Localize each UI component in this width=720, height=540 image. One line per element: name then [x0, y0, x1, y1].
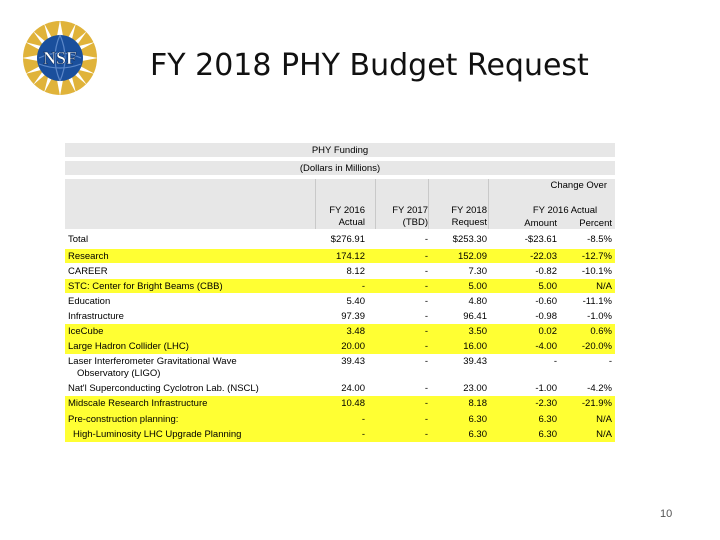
col-fy2017: FY 2017 [392, 205, 428, 216]
cell-fy2017: - [424, 234, 428, 245]
cell-fy2018: 3.50 [468, 326, 487, 337]
nsf-logo [22, 20, 98, 96]
cell-amount: -0.82 [535, 266, 557, 277]
cell-fy2018: 39.43 [463, 356, 487, 367]
cell-amount: -1.00 [535, 383, 557, 394]
col-fy2018: FY 2018 [451, 205, 487, 216]
cell-fy2016: 174.12 [335, 251, 365, 262]
cell-fy2017: - [424, 326, 428, 337]
cell-fy2018: 96.41 [463, 311, 487, 322]
cell-fy2018: 23.00 [463, 383, 487, 394]
cell-fy2018: $253.30 [452, 234, 487, 245]
row-label: Midscale Research Infrastructure [68, 398, 208, 409]
cell-fy2017: - [424, 296, 428, 307]
cell-fy2016: $276.91 [330, 234, 365, 245]
cell-fy2018: 16.00 [463, 341, 487, 352]
cell-percent: N/A [596, 429, 612, 440]
cell-percent: - [608, 356, 612, 367]
page-number: 10 [660, 508, 673, 520]
cell-fy2016: 24.00 [341, 383, 365, 394]
col-percent: Percent [579, 218, 612, 229]
cell-fy2016: - [361, 281, 365, 292]
cell-fy2017: - [424, 251, 428, 262]
cell-fy2017: - [424, 398, 428, 409]
cell-amount: -0.60 [535, 296, 557, 307]
col-fy2016: FY 2016 [329, 205, 365, 216]
row-label: Pre-construction planning: [68, 414, 179, 425]
cell-percent: N/A [596, 281, 612, 292]
row-label-continued: Observatory (LIGO) [77, 368, 161, 379]
cell-amount: -0.98 [535, 311, 557, 322]
col-fy2016-actual-group: FY 2016 Actual [532, 205, 598, 216]
cell-percent: -20.0% [581, 341, 612, 352]
cell-fy2016: 97.39 [341, 311, 365, 322]
row-label: Research [68, 251, 109, 262]
row-label: IceCube [68, 326, 104, 337]
cell-fy2017: - [424, 429, 428, 440]
cell-fy2016: 8.12 [346, 266, 365, 277]
row-label: Infrastructure [68, 311, 124, 322]
col-fy2017-sub: (TBD) [402, 217, 428, 228]
cell-fy2018: 4.80 [468, 296, 487, 307]
cell-fy2017: - [424, 266, 428, 277]
cell-percent: -12.7% [581, 251, 612, 262]
row-label: Nat'l Superconducting Cyclotron Lab. (NSCL) [68, 383, 259, 394]
cell-percent: -21.9% [581, 398, 612, 409]
cell-amount: - [553, 356, 557, 367]
cell-fy2018: 8.18 [468, 398, 487, 409]
cell-fy2018: 5.00 [468, 281, 487, 292]
change-over-header: Change Over [550, 180, 607, 191]
cell-amount: -4.00 [535, 341, 557, 352]
row-label: Education [68, 296, 111, 307]
cell-percent: -1.0% [587, 311, 612, 322]
cell-percent: -11.1% [582, 296, 612, 307]
col-fy2016-sub: Actual [338, 217, 365, 228]
cell-fy2018: 7.30 [468, 266, 487, 277]
cell-amount: 5.00 [538, 281, 557, 292]
cell-fy2018: 6.30 [468, 429, 487, 440]
cell-percent: N/A [596, 414, 612, 425]
cell-fy2017: - [424, 311, 428, 322]
cell-percent: 0.6% [590, 326, 612, 337]
cell-amount: -2.30 [535, 398, 557, 409]
cell-fy2016: 10.48 [341, 398, 365, 409]
cell-percent: -4.2% [587, 383, 612, 394]
row-label: CAREER [68, 266, 108, 277]
logo-text: NSF [42, 48, 78, 68]
column-divider [488, 179, 489, 229]
cell-fy2018: 6.30 [468, 414, 487, 425]
table-subtitle: (Dollars in Millions) [299, 163, 381, 174]
cell-percent: -8.5% [587, 234, 612, 245]
row-label: Laser Interferometer Gravitational Wave [68, 356, 237, 367]
row-label: Total [68, 234, 89, 245]
cell-amount: 6.30 [538, 429, 557, 440]
cell-fy2017: - [424, 414, 428, 425]
slide-title: FY 2018 PHY Budget Request [150, 48, 589, 83]
cell-fy2016: 5.40 [346, 296, 365, 307]
cell-percent: -10.1% [581, 266, 612, 277]
row-label: High-Luminosity LHC Upgrade Planning [73, 429, 242, 440]
cell-fy2017: - [424, 341, 428, 352]
col-amount: Amount [524, 218, 557, 229]
cell-fy2016: - [361, 414, 365, 425]
table-title: PHY Funding [311, 145, 369, 156]
cell-fy2017: - [424, 356, 428, 367]
cell-fy2017: - [424, 383, 428, 394]
cell-fy2018: 152.09 [457, 251, 487, 262]
cell-fy2016: - [361, 429, 365, 440]
cell-fy2016: 39.43 [341, 356, 365, 367]
cell-fy2016: 3.48 [346, 326, 365, 337]
cell-amount: 6.30 [538, 414, 557, 425]
cell-fy2017: - [424, 281, 428, 292]
col-fy2018-sub: Request [451, 217, 487, 228]
cell-amount: -$23.61 [524, 234, 557, 245]
cell-fy2016: 20.00 [341, 341, 365, 352]
cell-amount: 0.02 [538, 326, 557, 337]
cell-amount: -22.03 [530, 251, 557, 262]
row-label: Large Hadron Collider (LHC) [68, 341, 189, 352]
row-label: STC: Center for Bright Beams (CBB) [68, 281, 223, 292]
